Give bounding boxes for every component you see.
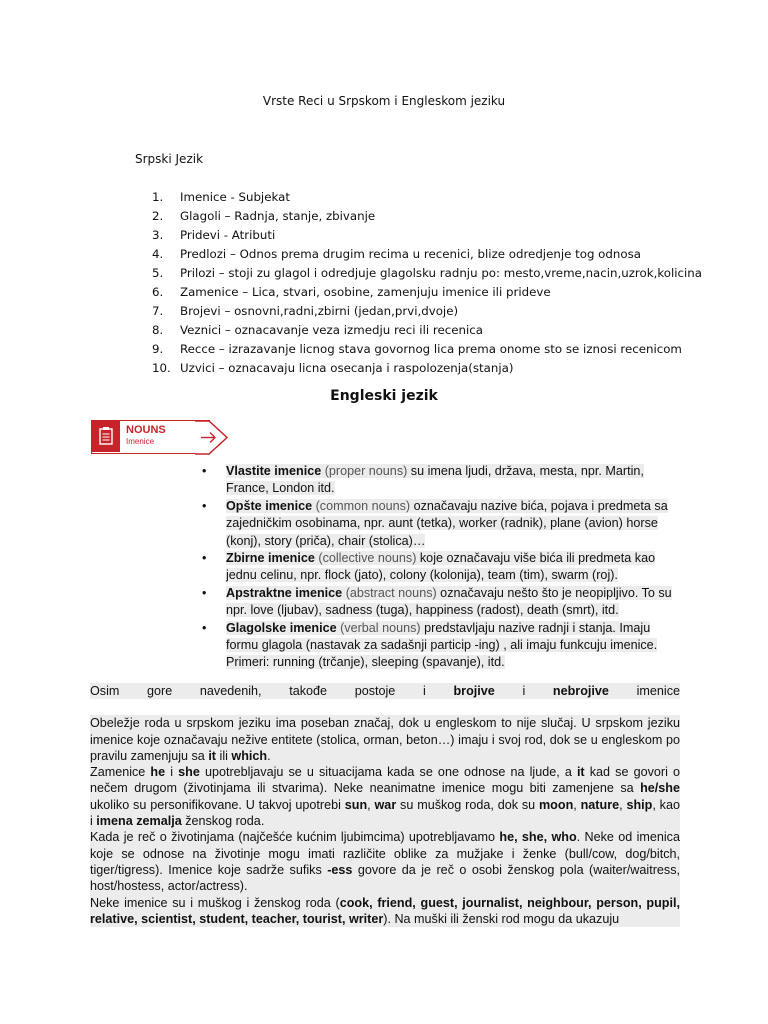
nouns-banner: NOUNS Imenice <box>91 420 233 454</box>
gender-explanation <box>90 683 680 927</box>
list-item: 2. Glagoli – Radnja, stanje, zbivanje <box>152 209 376 223</box>
list-item: 4. Predlozi – Odnos prema drugim recima u recenici, blize odredjenje tog odnosa <box>152 247 641 261</box>
list-item: 6. Zamenice – Lica, stvari, osobine, zamenjuju imenice ili prideve <box>152 285 551 299</box>
list-item: • Apstraktne imenice (abstract nouns) označavaju nešto što je neopipljivo. To su npr. love (ljubav), sadness (tuga), happiness (radost), death (smrt), itd. <box>202 585 672 618</box>
bullet-icon: • <box>202 620 207 635</box>
noun-types-list <box>198 463 680 672</box>
paragraph-common-gender: Neke imenice su i muškog i ženskog roda (cook, friend, guest, journalist, neighbour, person, pupil, relative, scientist, student, teacher, tourist, writer). Na muški ili ženski rod mogu da ukazuju <box>90 895 680 926</box>
arrow-right-icon <box>195 420 230 455</box>
list-item: • Zbirne imenice (collective nouns) koje označavaju više bića ili predmeta kao jednu celinu, npr. flock (jato), colony (kolonija), team (tim), swarm (roj). <box>202 551 656 583</box>
list-item: • Glagolske imenice (verbal nouns) predstavljaju nazive radnji i stanja. Imaju formu glagola (nastavak za sadašnji particip -ing) , ali imaju funkcuju imenice. Primeri: running (trčanje), sleeping (spavanje), itd. <box>202 620 658 670</box>
paragraph-animals: Kada je reč o životinjama (najčešće kućnim ljubimcima) upotrebljavamo he, she, who. Neke od imenica koje se odnose na životinje mogu imati različite oblike za mužjake i ženke (bull/cow, dog/bitch, tiger/tigress). Imenice koje sadrže sufiks -ess govore da je reč o osobi ženskog pola (waiter/waitress, host/hostess, actor/actress). <box>90 830 680 894</box>
document-title: Vrste Reci u Srpskom i Engleskom jeziku <box>262 94 506 108</box>
list-item: 8. Veznici – oznacavanje veza izmedju reci ili recenica <box>152 323 483 337</box>
list-item: 10. Uzvici – oznacavaju licna osecanja i raspolozenja(stanja) <box>152 361 514 375</box>
serbian-word-types-list <box>152 188 702 378</box>
list-item: 5. Prilozi – stoji zu glagol i odredjuje glagolsku radnju po: mesto,vreme,nacin,uzrok,kolicina <box>152 266 702 280</box>
clipboard-icon <box>92 421 120 452</box>
bullet-icon: • <box>202 585 207 600</box>
bullet-icon: • <box>202 498 207 513</box>
list-item: 7. Brojevi – osnovni,radni,zbirni (jedan,prvi,dvoje) <box>152 304 459 318</box>
paragraph-pronouns: Zamenice he i she upotrebljavaju se u situacijama kada se one odnose na ljude, a it kad se govori o nečem drugom (životinjama ili stvarima). Neke neanimatne imenice mogu biti zamenjene sa he/she ukoliko su personifikovane. U takvoj upotrebi sun, war su muškog roda, dok su moon, nature, ship, kao i imena zemalja ženskog roda. <box>90 765 680 829</box>
list-item: • Vlastite imenice (proper nouns) su imena ljudi, država, mesta, npr. Martin, France, London itd. <box>202 464 644 496</box>
list-item: 1. Imenice - Subjekat <box>152 190 290 204</box>
english-heading: Engleski jezik <box>330 388 438 404</box>
paragraph-countable: Osim gore navedenih, takođe postoje i brojive i nebrojive imenice <box>90 684 680 698</box>
list-item: • Opšte imenice (common nouns) označavaju nazive bića, pojava i predmeta sa zajedničkim osobinama, npr. aunt (tetka), worker (radnik), plane (avion) horse (konj), story (priča), chair (stolica)… <box>202 498 668 548</box>
paragraph-gender-intro: Obeležje roda u srpskom jeziku ima poseban značaj, dok u engleskom to nije slučaj. U srpskom jeziku imenice koje označavaju neživе entitete (stolica, orman, beton…) imaju i svoj rod, dok se u engleskom po pravilu zamenjuju sa it ili which. <box>90 716 680 763</box>
list-item: 9. Recce – izrazavanje licnog stava govornog lica prema onome sto se iznosi recenicom <box>152 342 682 356</box>
bullet-icon: • <box>202 551 207 566</box>
serbian-heading: Srpski Jezik <box>135 152 204 166</box>
list-item: 3. Pridevi - Atributi <box>152 228 276 242</box>
bullet-icon: • <box>202 464 207 478</box>
